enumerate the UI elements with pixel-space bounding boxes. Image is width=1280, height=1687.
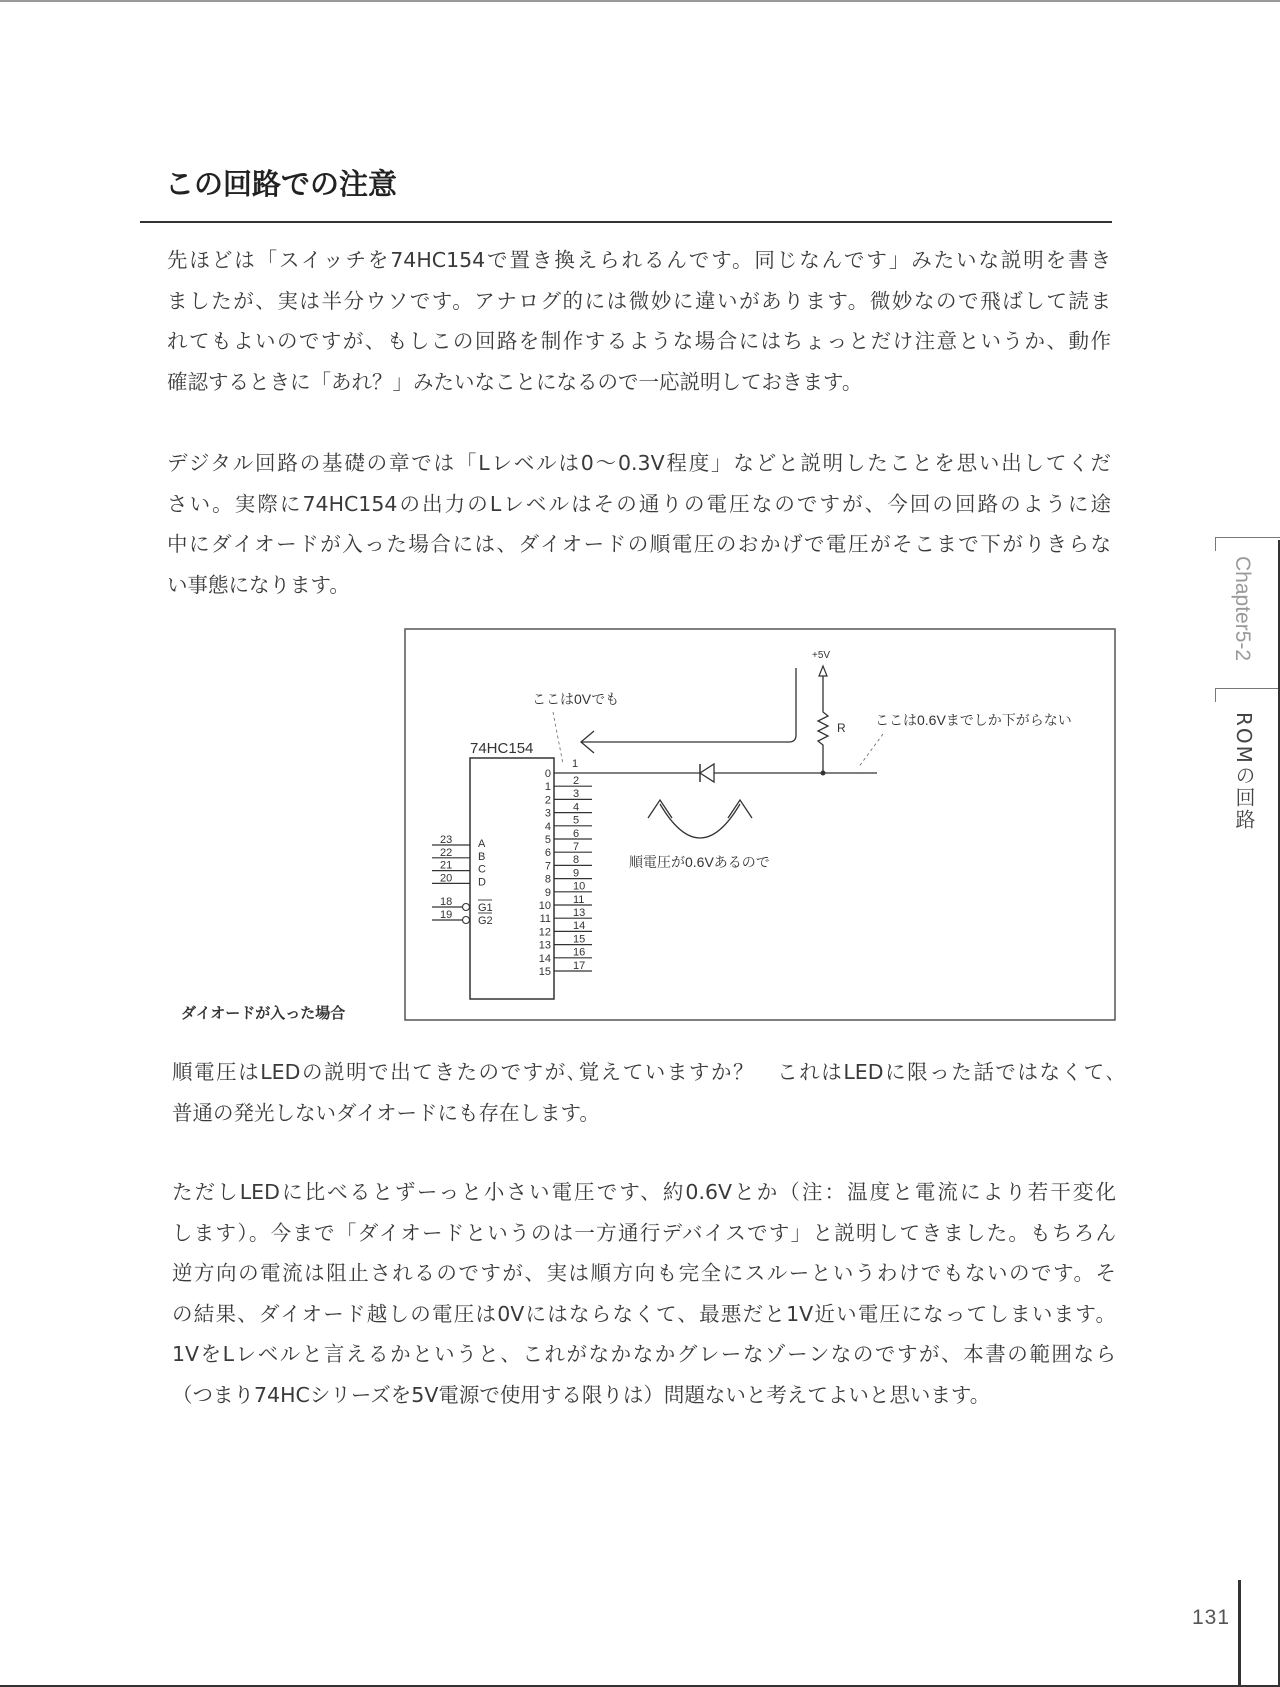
output-label: 3: [544, 807, 551, 820]
paragraph-4: [172, 1172, 1116, 1415]
resistor-label: R: [837, 721, 846, 735]
pin-number: 23: [440, 834, 453, 846]
output-label: 9: [544, 886, 551, 899]
current-path-arrow: [581, 668, 796, 742]
text-line: ましたが、実は半分ウソです。アナログ的には微妙に違いがあります。微妙なので飛ばして読ま: [167, 288, 1111, 313]
figure-caption: ダイオードが入った場合: [181, 1004, 346, 1022]
note-forward-voltage: 順電圧が0.6Vあるので: [629, 854, 770, 870]
output-label: 1: [544, 781, 551, 794]
output-label: 14: [538, 952, 551, 965]
pin-number: 2: [573, 775, 580, 787]
pin-number: 9: [573, 867, 580, 880]
output-label: 13: [538, 939, 551, 952]
pin-number: 5: [573, 814, 580, 827]
pin-number: 16: [573, 946, 586, 959]
output-label: 12: [538, 926, 551, 939]
input-label: D: [478, 876, 486, 889]
input-label: A: [478, 838, 486, 850]
arrowhead-icon: [581, 731, 594, 753]
enable-label: G2: [478, 915, 493, 927]
figure-frame: [405, 629, 1115, 1020]
text-line: 普通の発光しないダイオードにも存在します。: [172, 1100, 600, 1125]
junction-dot: [821, 771, 826, 776]
pin-number: 1: [572, 758, 579, 770]
sidebar-tick: [1215, 537, 1216, 551]
page-number-bar: [1238, 1580, 1241, 1687]
text-line: の結果、ダイオード越しの電圧は0Vにはならなくて、最悪だと1V近い電圧になってしまいます。: [172, 1301, 1116, 1326]
output-label: 10: [538, 900, 551, 912]
note-zero-volt: ここは0Vでも: [532, 691, 620, 707]
pin-number: 22: [440, 846, 453, 859]
pin-number: 15: [573, 933, 586, 946]
curved-arrow-icon: [660, 804, 740, 838]
title-rule: [140, 221, 1112, 223]
output-label: 5: [544, 834, 551, 846]
pin-number: 20: [440, 872, 453, 885]
page-number: 131: [1192, 1606, 1231, 1629]
text-line: ただしLEDに比べるとずーっと小さい電圧です、約0.6Vとか（注：温度と電流により若干変化: [172, 1180, 1116, 1204]
leader-line: [553, 712, 563, 764]
pin-number: 14: [573, 920, 586, 933]
paragraph-2: [167, 443, 1111, 605]
arrowhead-icon: [728, 800, 752, 818]
text-line: 中にダイオードが入った場合には、ダイオードの順電圧のおかげで電圧がそこまで下がりきらな: [167, 532, 1111, 556]
pin-number: 6: [573, 827, 580, 840]
pin-number: 8: [573, 854, 580, 867]
pin-number: 18: [440, 896, 453, 908]
arrowhead-icon: [648, 800, 672, 818]
pin-number: 10: [573, 880, 586, 893]
section-title: この回路での注意: [165, 167, 398, 201]
text-line: （つまり74HCシリーズを5V電源で使用する限りは）問題ないと考えてよいと思います。: [172, 1382, 991, 1407]
input-pins: [432, 834, 493, 927]
diode-icon: [700, 764, 714, 782]
pin-number: 7: [573, 841, 580, 853]
pin-number: 11: [573, 893, 585, 906]
output-label: 4: [544, 820, 551, 833]
text-line: い事態になります。: [167, 572, 350, 597]
text-line: デジタル回路の基礎の章では「Lレベルは0〜0.3V程度」などと説明したことを思い出してくだ: [167, 451, 1111, 475]
enable-label: G1: [478, 902, 493, 914]
inverter-bubble-icon: [463, 917, 470, 924]
sidebar-chapter: Chapter5-2: [1231, 556, 1254, 662]
output-label: 11: [539, 913, 551, 926]
top-edge-line: [0, 0, 1280, 2]
output-pins: [539, 768, 592, 978]
note-drop: ここは0.6Vまでしか下がらない: [875, 712, 1072, 728]
input-label: C: [478, 863, 486, 876]
output-label: 15: [538, 966, 551, 978]
pin-number: 13: [573, 907, 586, 919]
sidebar-section: ROMの回路: [1232, 712, 1256, 831]
pin-number: 21: [440, 859, 453, 872]
text-line: さい。実際に74HC154の出力のLレベルはその通りの電圧なのですが、今回の回路のように途: [167, 491, 1111, 516]
output-label: 7: [544, 860, 551, 873]
output-label: 6: [544, 847, 551, 860]
pin-number: 4: [573, 801, 580, 814]
output-label: 2: [544, 794, 551, 807]
pin-number: 19: [440, 909, 453, 921]
text-line: 逆方向の電流は阻止されるのですが、実は順方向も完全にスルーというわけでもないのです。そ: [172, 1261, 1116, 1285]
text-line: します）。今まで「ダイオードというのは一方通行デバイスです」と説明してきました。もちろん: [172, 1220, 1116, 1245]
paragraph-1: [167, 240, 1111, 402]
sidebar-divider: [1215, 688, 1280, 689]
output-label: 8: [544, 873, 551, 886]
supply-label: +5V: [812, 650, 831, 661]
chip-label: 74HC154: [470, 740, 534, 757]
sidebar-tick: [1215, 688, 1216, 702]
text-line: 先ほどは「スイッチを74HC154で置き換えられるんです。同じなんです」みたいな説明を書き: [167, 248, 1111, 272]
sidebar-divider: [1215, 537, 1280, 538]
paragraph-3: [172, 1052, 1116, 1133]
supply-arrow-icon: [819, 666, 827, 676]
inverter-bubble-icon: [463, 904, 470, 911]
text-line: 順電圧はLEDの説明で出てきたのですが､覚えていますか？ これはLEDに限った話ではなくて､: [172, 1060, 1116, 1084]
text-line: 1VをLレベルと言えるかというと、これがなかなかグレーなゾーンなのですが、本書の範囲なら: [172, 1342, 1116, 1366]
pin-number: 3: [573, 788, 580, 801]
chip-74hc154: [470, 758, 554, 999]
resistor-icon: [818, 676, 828, 773]
input-label: B: [478, 850, 486, 863]
output-label: 0: [544, 768, 551, 780]
text-line: れてもよいのですが、もしこの回路を制作するような場合にはちょっとだけ注意というか、動作: [167, 329, 1111, 353]
pin-number: 17: [573, 959, 586, 972]
leader-line: [858, 734, 883, 768]
text-line: 確認するときに「あれ？」みたいなことになるので一応説明しておきます。: [167, 369, 863, 394]
